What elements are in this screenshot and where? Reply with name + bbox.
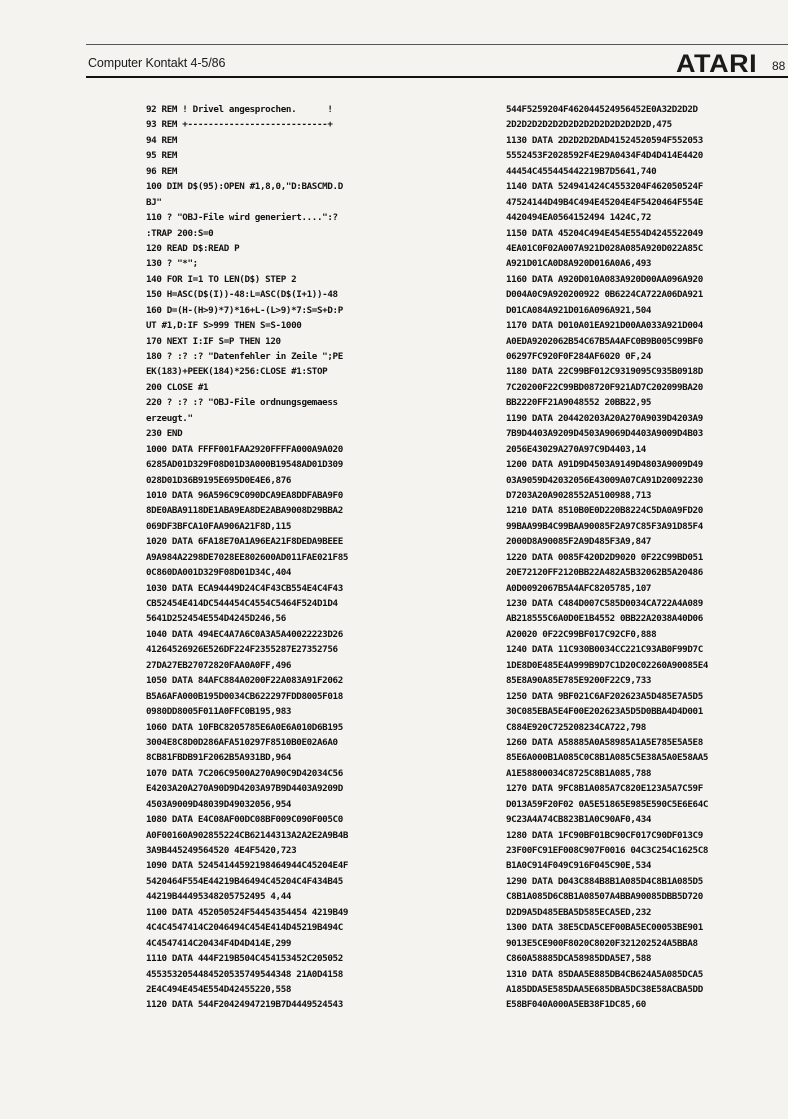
code-line: 96 REM <box>146 165 178 177</box>
listing-right-column <box>506 102 708 1013</box>
code-line: 1210 DATA 8510B0E0D220B8224C5DA0A9FD20 <box>506 505 703 517</box>
code-line: D2D9A5D485EBA5D585ECA5ED,232 <box>506 906 652 918</box>
code-line: C8B1A085D6C8B1A08507A4BBA90085DBB5D720 <box>506 891 703 903</box>
code-line: 93 REM +---------------------------+ <box>146 119 333 131</box>
code-line: CB52454E414DC544454C4554C5464F524D1D4 <box>146 598 338 609</box>
code-line: 0980DD8005F011A0FFC0B195,983 <box>146 706 292 718</box>
code-line: 30C085EBA5E4F00E202623A5D5D0BBA4D4D001 <box>506 706 703 718</box>
code-line: A0D0092067B5A4AFC8205785,107 <box>506 582 652 594</box>
code-line: 1230 DATA C484D007C585D0034CA722A4A089 <box>506 598 703 609</box>
code-line: 44454C455445442219B7D5641,740 <box>506 165 657 177</box>
code-line: 1220 DATA 0085F420D2D9020 0F22C99BD051 <box>506 551 703 563</box>
code-line: 1130 DATA 2D2D2D2DAD41524520594F552053 <box>506 134 703 146</box>
code-line: 9C23A4A74CB823B1A0C90AF0,434 <box>506 814 652 826</box>
code-line: 1160 DATA A920D010A083A920D00AA096A920 <box>506 273 703 285</box>
code-line: 8DE0ABA9118DE1ABA9EA8DE2ABA9008D29BBA2 <box>146 505 343 517</box>
code-line: 1280 DATA 1FC90BF01BC90CF017C90DF013C9 <box>506 829 703 841</box>
header-bottom-rule <box>86 76 788 78</box>
code-line: EK(183)+PEEK(184)*256:CLOSE #1:STOP <box>146 366 328 378</box>
code-line: 3A9B445249564520 4E4F5420,723 <box>146 845 297 856</box>
code-line: 1140 DATA 524941424C4553204F462050524F <box>506 181 703 193</box>
code-line: E4203A20A270A90D9D4203A97B9D4403A9209D <box>146 783 343 795</box>
code-line: 1050 DATA 84AFC884A0200F22A083A91F2062 <box>146 675 343 687</box>
code-line: 23F00FC91EF008C907F0016 04C3C254C1625C8 <box>506 845 709 856</box>
code-line: 2000D8A90085F2A9D485F3A9,847 <box>506 536 652 548</box>
code-line: 1170 DATA D010A01EA921D00AA033A921D004 <box>506 320 703 332</box>
code-line: 1000 DATA FFFF001FAA2920FFFFA000A9A020 <box>146 443 343 455</box>
code-line: 1070 DATA 7C206C9500A270A90C9D42034C56 <box>146 767 343 779</box>
code-line: 1270 DATA 9FC8B1A085A7C820E123A5A7C59F <box>506 783 703 795</box>
code-line: 1DE8D0E485E4A999B9D7C1D20C02260A90085E4 <box>506 659 709 671</box>
code-line: 120 READ D$:READ P <box>146 242 240 254</box>
code-line: 1180 DATA 22C99BF012C9319095C935B0918D <box>506 366 703 378</box>
code-line: 150 H=ASC(D$(I))-48:L=ASC(D$(I+1))-48 <box>146 289 338 301</box>
code-line: 9013E5CE900F8020C8020F321202524A5BBA8 <box>506 937 698 949</box>
code-line: 1120 DATA 544F20424947219B7D4449524543 <box>146 999 343 1011</box>
code-line: E58BF040A000A5EB38F1DC85,60 <box>506 999 646 1011</box>
listing-left-column <box>146 102 348 1013</box>
code-line: D013A59F20F02 0A5E51865E985E590C5E6E64C <box>506 798 709 810</box>
code-line: A20020 0F22C99BF017C92CF0,888 <box>506 628 657 640</box>
code-line: 6285AD01D329F08D01D3A000B19548AD01D309 <box>146 459 343 471</box>
code-line: 180 ? :? :? "Datenfehler in Zeile ";PE <box>146 351 343 362</box>
section-brand: ATARI <box>676 50 758 78</box>
code-line: AB218555C6A0D0E1B4552 0BB22A2038A40D06 <box>506 613 703 625</box>
code-line: 8CB81FBDB91F2062B5A931BD,964 <box>146 752 292 764</box>
code-line: 44219B44495348205752495 4,44 <box>146 891 292 903</box>
code-line: B1A0C914F049C916F045C90E,534 <box>506 860 652 872</box>
code-line: 4C4547414C20434F4D4D414E,299 <box>146 937 292 949</box>
code-line: 544F5259204F462044524956452E0A32D2D2D <box>506 104 698 115</box>
code-line: 06297FC920F0F284AF6020 0F,24 <box>506 351 652 362</box>
code-line: 160 D=(H-(H>9)*7)*16+L-(L>9)*7:S=S+D:P <box>146 304 343 316</box>
code-line: 1300 DATA 38E5CDA5CEF00BA5EC00053BE901 <box>506 922 703 934</box>
code-line: 170 NEXT I:IF S=P THEN 120 <box>146 335 281 347</box>
code-line: 4C4C4547414C2046494C454E414D45219B494C <box>146 922 343 934</box>
code-line: 03A9059D42032056E43009A07CA91D20092230 <box>506 474 703 486</box>
code-line: A0EDA9202062B54C67B5A4AFC0B9B005C99BF0 <box>506 335 703 347</box>
code-line: 130 ? "*"; <box>146 258 198 270</box>
code-line: 1080 DATA E4C08AF00DC08BF009C090F005C0 <box>146 814 343 826</box>
code-line: 94 REM <box>146 134 178 146</box>
code-line: 1150 DATA 45204C494E454E554D4245522049 <box>506 227 703 239</box>
code-line: 1030 DATA ECA94449D24C4F43CB554E4C4F43 <box>146 582 343 594</box>
code-line: erzeugt." <box>146 412 193 424</box>
code-line: 100 DIM D$(95):OPEN #1,8,0,"D:BASCMD.D <box>146 181 343 193</box>
code-line: A1E58800034C8725C8B1A085,788 <box>506 767 652 779</box>
code-line: UT #1,D:IF S>999 THEN S=S-1000 <box>146 320 302 332</box>
code-line: 1310 DATA 85DAA5E885DB4CB624A5A085DCA5 <box>506 968 703 980</box>
code-line: 4553532054484520535749544348 21A0D4158 <box>146 968 343 980</box>
code-line: 1200 DATA A91D9D4503A9149D4803A9009D49 <box>506 459 703 471</box>
code-line: 110 ? "OBJ-File wird generiert....":? <box>146 212 338 224</box>
code-line: 7B9D4403A9209D4503A9069D4403A9009D4B03 <box>506 428 703 440</box>
code-line: C884E920C725208234CA722,798 <box>506 721 646 733</box>
code-line: 92 REM ! Drivel angesprochen. ! <box>146 104 333 115</box>
code-line: 220 ? :? :? "OBJ-File ordnungsgemaess <box>146 397 338 409</box>
code-line: 028D01D36B9195E695D0E4E6,876 <box>146 474 292 486</box>
code-line: 069DF3BFCA10FAA906A21F8D,115 <box>146 520 292 532</box>
code-line: 4503A9009D48039D49032056,954 <box>146 798 292 810</box>
code-line: BB2220FF21A9048552 20BB22,95 <box>506 397 652 409</box>
code-line: 1090 DATA 52454144592198464944C45204E4F <box>146 860 349 872</box>
code-line: 200 CLOSE #1 <box>146 381 209 393</box>
header-top-rule <box>86 44 788 45</box>
code-line: 1010 DATA 96A596C9C090DCA9EA8DDFABA9F0 <box>146 489 343 501</box>
code-line: 3004E8C8D0D286AFA510297F8510B0E02A6A0 <box>146 736 338 748</box>
code-line: 1040 DATA 494EC4A7A6C0A3A5A40022223D26 <box>146 628 343 640</box>
code-line: 1190 DATA 204420203A20A270A9039D4203A9 <box>506 412 703 424</box>
code-line: 1290 DATA D043C884B8B1A085D4C8B1A085D5 <box>506 875 703 887</box>
code-line: 1100 DATA 452050524F54454354454 4219B49 <box>146 906 349 918</box>
code-line: 0C860DA001D329F08D01D34C,404 <box>146 567 292 579</box>
code-line: 20E72120FF2120BB22A482A5B32062B5A20486 <box>506 567 703 579</box>
code-line: B5A6AFA000B195D0034CB622297FDD8005F018 <box>146 690 343 702</box>
code-line: 4EA01C0F02A007A921D028A085A920D022A85C <box>506 242 703 254</box>
code-line: 2E4C494E454E554D42455220,558 <box>146 983 292 995</box>
code-line: 1260 DATA A58885A0A58985A1A5E785E5A5E8 <box>506 736 703 748</box>
code-line: 27DA27EB27072820FAA0A0FF,496 <box>146 659 292 671</box>
code-line: A0F00160A902855224CB62144313A2A2E2A9B4B <box>146 829 349 841</box>
code-line: 1060 DATA 10FBC8205785E6A0E6A010D6B195 <box>146 721 343 733</box>
code-line: 1020 DATA 6FA18E70A1A96EA21F8DEDA9BEEE <box>146 536 343 548</box>
code-line: 41264526926E526DF224F2355287E27352756 <box>146 644 338 656</box>
code-line: 230 END <box>146 428 183 440</box>
code-line: 5420464F554E44219B46494C45204C4F434B45 <box>146 875 343 887</box>
code-line: D004A0C9A920200922 0B6224CA722A06DA921 <box>506 289 703 301</box>
code-line: C860A58885DCA58985DDA5E7,588 <box>506 953 652 965</box>
code-line: 95 REM <box>146 150 178 162</box>
code-line: 2056E43029A270A97C9D4403,14 <box>506 443 646 455</box>
code-line: 4420494EA0564152494 1424C,72 <box>506 212 652 224</box>
code-line: BJ" <box>146 196 162 208</box>
code-line: A921D01CA0D8A920D016A0A6,493 <box>506 258 652 270</box>
code-line: 1110 DATA 444F219B504C454153452C205052 <box>146 953 343 965</box>
code-line: 99BAA99B4C99BAA90085F2A97C85F3A91D85F4 <box>506 520 703 532</box>
page-number: 88 <box>772 59 786 73</box>
code-line: A185DDA5E585DAA5E685DBA5DC38E58ACBA5DD <box>506 983 703 995</box>
code-line: 5641D252454E554D4245D246,56 <box>146 613 286 625</box>
code-line: 1250 DATA 9BF021C6AF202623A5D485E7A5D5 <box>506 690 703 702</box>
code-line: 1240 DATA 11C930B0034CC221C93AB0F99D7C <box>506 644 703 656</box>
code-line: 140 FOR I=1 TO LEN(D$) STEP 2 <box>146 273 297 285</box>
code-line: 85E6A000B1A085C0C8B1A085C5E38A5A0E58AA5 <box>506 752 709 764</box>
code-line: A9A984A2298DE7028EE802600AD011FAE021F85 <box>146 551 349 563</box>
magazine-title: Computer Kontakt 4-5/86 <box>88 56 226 70</box>
code-line: 47524144D49B4C494E45204E4F5420464F554E <box>506 196 703 208</box>
code-line: 85E8A90A85E785E9200F22C9,733 <box>506 675 652 687</box>
code-line: D7203A20A9028552A5100988,713 <box>506 489 652 501</box>
code-line: 7C20200F22C99BD08720F921AD7C202099BA20 <box>506 381 703 393</box>
code-line: :TRAP 200:S=0 <box>146 227 214 239</box>
code-line: D01CA084A921D016A096A921,504 <box>506 304 652 316</box>
code-line: 2D2D2D2D2D2D2D2D2D2D2D2D2D2D,475 <box>506 119 672 131</box>
code-line: 5552453F2028592F4E29A0434F4D4D414E4420 <box>506 150 703 162</box>
